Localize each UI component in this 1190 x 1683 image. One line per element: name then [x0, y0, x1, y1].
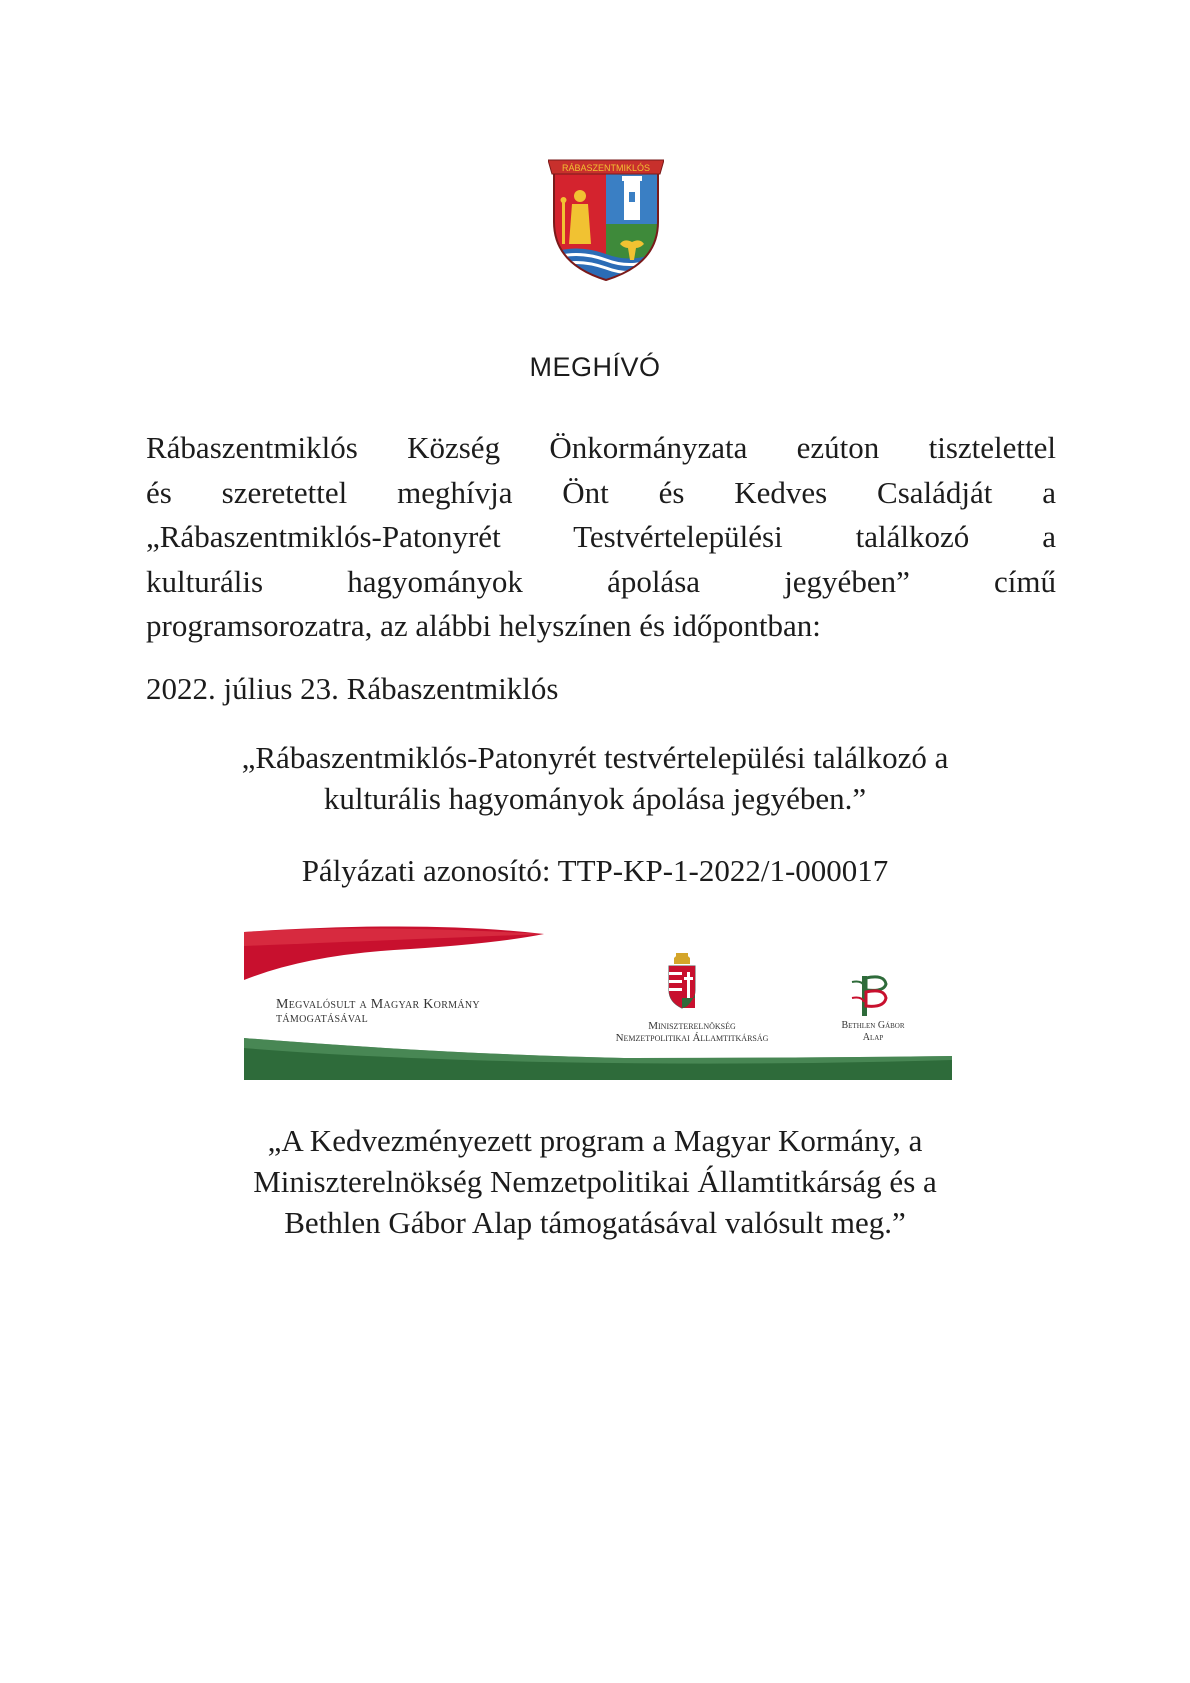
intro-line: „Rábaszentmiklós-Patonyrét Testvértelepülési találkozó a — [146, 519, 1056, 554]
closing-line: „A Kedvezményezett program a Magyar Kormány, a — [267, 1123, 923, 1158]
hungarian-coat-of-arms-icon — [669, 953, 695, 1008]
closing-line: Bethlen Gábor Alap támogatásával valósult meg.” — [284, 1205, 906, 1240]
ministry-text: Miniszterelnökség Nemzetpolitikai Államtitkárság — [615, 1020, 769, 1044]
intro-paragraph — [146, 426, 1056, 649]
sponsor-banner — [244, 920, 952, 1085]
closing-line: Miniszterelnökség Nemzetpolitikai Államtitkárság és a — [253, 1164, 937, 1199]
fund-text: Bethlen Gábor Alap — [841, 1020, 905, 1043]
intro-line: programsorozatra, az alábbi helyszínen és időpontban: — [146, 608, 821, 643]
coat-of-arms-icon — [548, 152, 664, 282]
event-title — [0, 737, 1190, 819]
closing-statement — [0, 1120, 1190, 1243]
date-location: 2022. július 23. Rábaszentmiklós — [146, 671, 559, 706]
svg-text:RÁBASZENTMIKLÓS: RÁBASZENTMIKLÓS — [561, 163, 651, 173]
event-title-line: „Rábaszentmiklós-Patonyrét testvértelepülési találkozó a — [241, 740, 949, 775]
support-text: Megvalósult a Magyar Kormány támogatásával — [276, 997, 480, 1026]
grant-id: Pályázati azonosító: TTP-KP-1-2022/1-000017 — [301, 853, 889, 888]
intro-line: Rábaszentmiklós Község Önkormányzata ezúton tisztelettel — [146, 430, 1056, 465]
page-title: MEGHÍVÓ — [529, 352, 661, 382]
intro-line: és szeretettel meghívja Önt és Kedves Családját a — [146, 474, 1056, 510]
bethlen-gabor-logo-icon — [852, 976, 886, 1016]
event-title-line: kulturális hagyományok ápolása jegyében.” — [323, 781, 867, 816]
intro-line: kulturális hagyományok ápolása jegyében” című — [146, 563, 1056, 599]
